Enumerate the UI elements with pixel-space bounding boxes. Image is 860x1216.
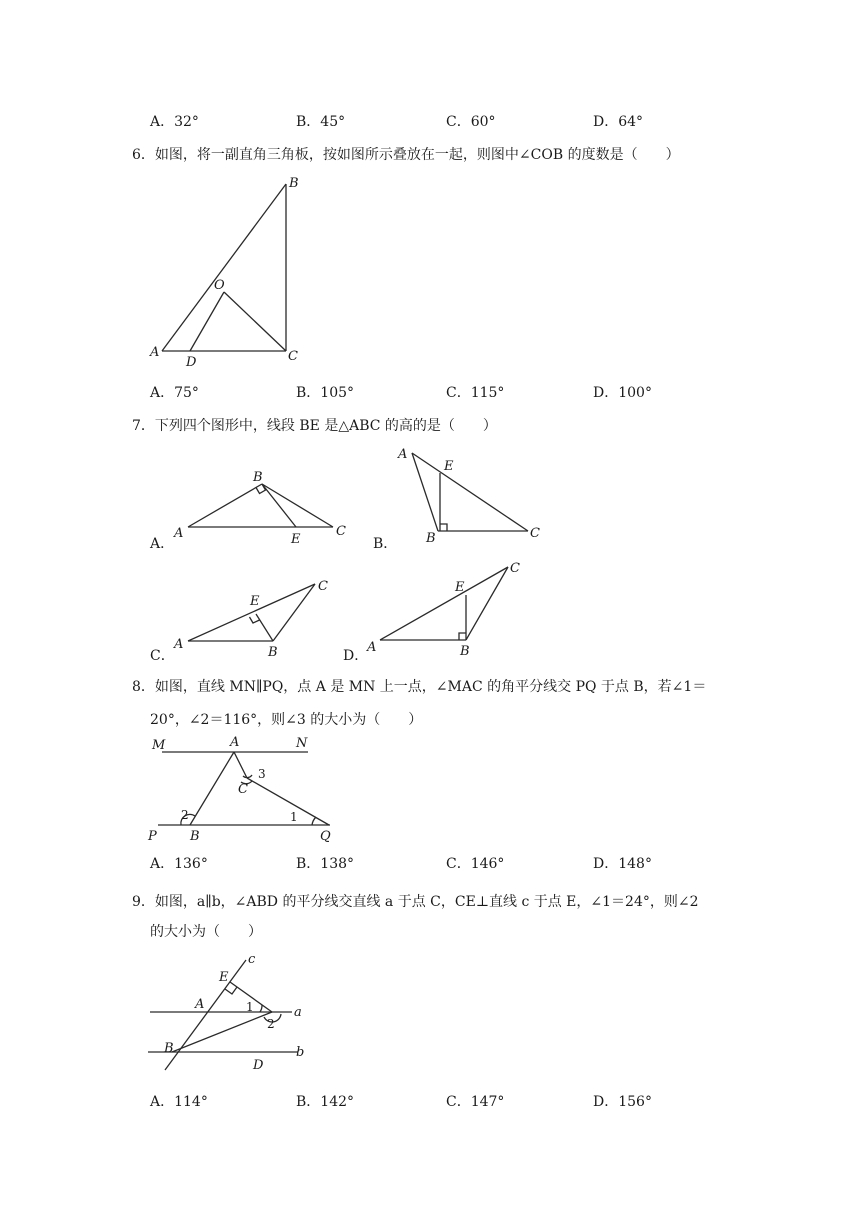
q7-stem: 7．下列四个图形中，线段 BE 是△ABC 的高的是（ ）	[132, 418, 497, 434]
q5-option-a: A．32°	[150, 114, 199, 130]
q6-label-o: O	[214, 278, 225, 293]
q9-stem-line1: 9．如图，a∥b，∠ABD 的平分线交直线 a 于点 C，CE⊥直线 c 于点 E，∠1＝24°，则∠2	[132, 894, 699, 910]
q6-option-d: D．100°	[593, 385, 652, 401]
q8-label-b: B	[190, 829, 200, 844]
q8-label-q: Q	[320, 829, 331, 844]
q7b-label-b: B	[426, 531, 436, 546]
q8-option-b: B．138°	[296, 856, 355, 872]
q9-option-c: C．147°	[446, 1094, 505, 1110]
q7d-label-a: A	[367, 640, 377, 655]
q6-label-c: C	[288, 349, 298, 364]
q8-option-c: C．146°	[446, 856, 505, 872]
q8-label-n: N	[296, 736, 308, 751]
q9-label-e: E	[219, 970, 229, 985]
q9-label-angle2: 2	[267, 1017, 275, 1031]
q6-option-b: B．105°	[296, 385, 355, 401]
q5-option-c: C．60°	[446, 114, 496, 130]
q9-label-d: D	[253, 1058, 264, 1073]
q5-option-d: D．64°	[593, 114, 644, 130]
q9-option-b: B．142°	[296, 1094, 355, 1110]
q8-label-m: M	[152, 738, 166, 753]
q8-figure	[140, 730, 350, 845]
q7d-label-b: B	[460, 644, 470, 659]
q9-label-angle1: 1	[246, 1000, 254, 1014]
q7a-label-c: C	[336, 524, 346, 539]
q6-option-a: A．75°	[150, 385, 199, 401]
q8-label-angle3: 3	[258, 767, 266, 781]
q6-option-c: C．115°	[446, 385, 505, 401]
q8-label-c: C	[238, 782, 248, 797]
q5-option-b: B．45°	[296, 114, 346, 130]
q9-figure	[140, 950, 330, 1080]
q8-stem-line1: 8．如图，直线 MN∥PQ，点 A 是 MN 上一点，∠MAC 的角平分线交 PQ 于点 B，若∠1＝	[132, 679, 707, 695]
q7b-label-c: C	[530, 526, 540, 541]
q9-option-a: A．114°	[150, 1094, 208, 1110]
q8-stem-line2: 20°，∠2＝116°，则∠3 的大小为（ ）	[150, 712, 423, 728]
q7-sub-d: D．	[343, 648, 369, 664]
q8-label-a: A	[230, 735, 240, 750]
q9-option-d: D．156°	[593, 1094, 652, 1110]
q6-label-d: D	[186, 355, 197, 370]
q9-label-a: A	[195, 997, 205, 1012]
q9-label-b-line: b	[296, 1045, 305, 1060]
q6-stem: 6．如图，将一副直角三角板，按如图所示叠放在一起，则图中∠COB 的度数是（ ）	[132, 147, 680, 163]
q9-stem-line2: 的大小为（ ）	[150, 924, 262, 940]
q7c-label-a: A	[174, 637, 184, 652]
q7b-label-e: E	[444, 459, 454, 474]
q6-figure	[140, 170, 320, 370]
q7a-label-b: B	[253, 470, 263, 485]
q7d-label-c: C	[510, 561, 520, 576]
q7-sub-c: C．	[150, 648, 175, 664]
q7d-label-e: E	[455, 580, 465, 595]
q7c-label-e: E	[250, 594, 260, 609]
q7-figure-b	[392, 440, 552, 545]
q9-label-a-line: a	[294, 1005, 302, 1020]
q8-label-angle2: 2	[181, 808, 189, 822]
q8-label-angle1: 1	[290, 810, 298, 824]
q8-option-a: A．136°	[150, 856, 208, 872]
q7-sub-a: A．	[150, 536, 175, 552]
q8-label-p: P	[148, 829, 157, 844]
q9-label-b: B	[164, 1041, 174, 1056]
q7b-label-a: A	[398, 447, 408, 462]
q7a-label-a: A	[174, 526, 184, 541]
q7-figure-d	[364, 555, 534, 659]
q7-figure-c	[170, 572, 340, 660]
q8-option-d: D．148°	[593, 856, 652, 872]
q9-label-c-line: c	[248, 952, 256, 967]
q7-figure-a	[170, 465, 360, 545]
q7a-label-e: E	[291, 532, 301, 547]
q7c-label-b: B	[268, 645, 278, 660]
q7-sub-b: B．	[373, 536, 398, 552]
q6-label-a: A	[150, 345, 160, 360]
q6-label-b: B	[289, 176, 299, 191]
q7c-label-c: C	[318, 579, 328, 594]
